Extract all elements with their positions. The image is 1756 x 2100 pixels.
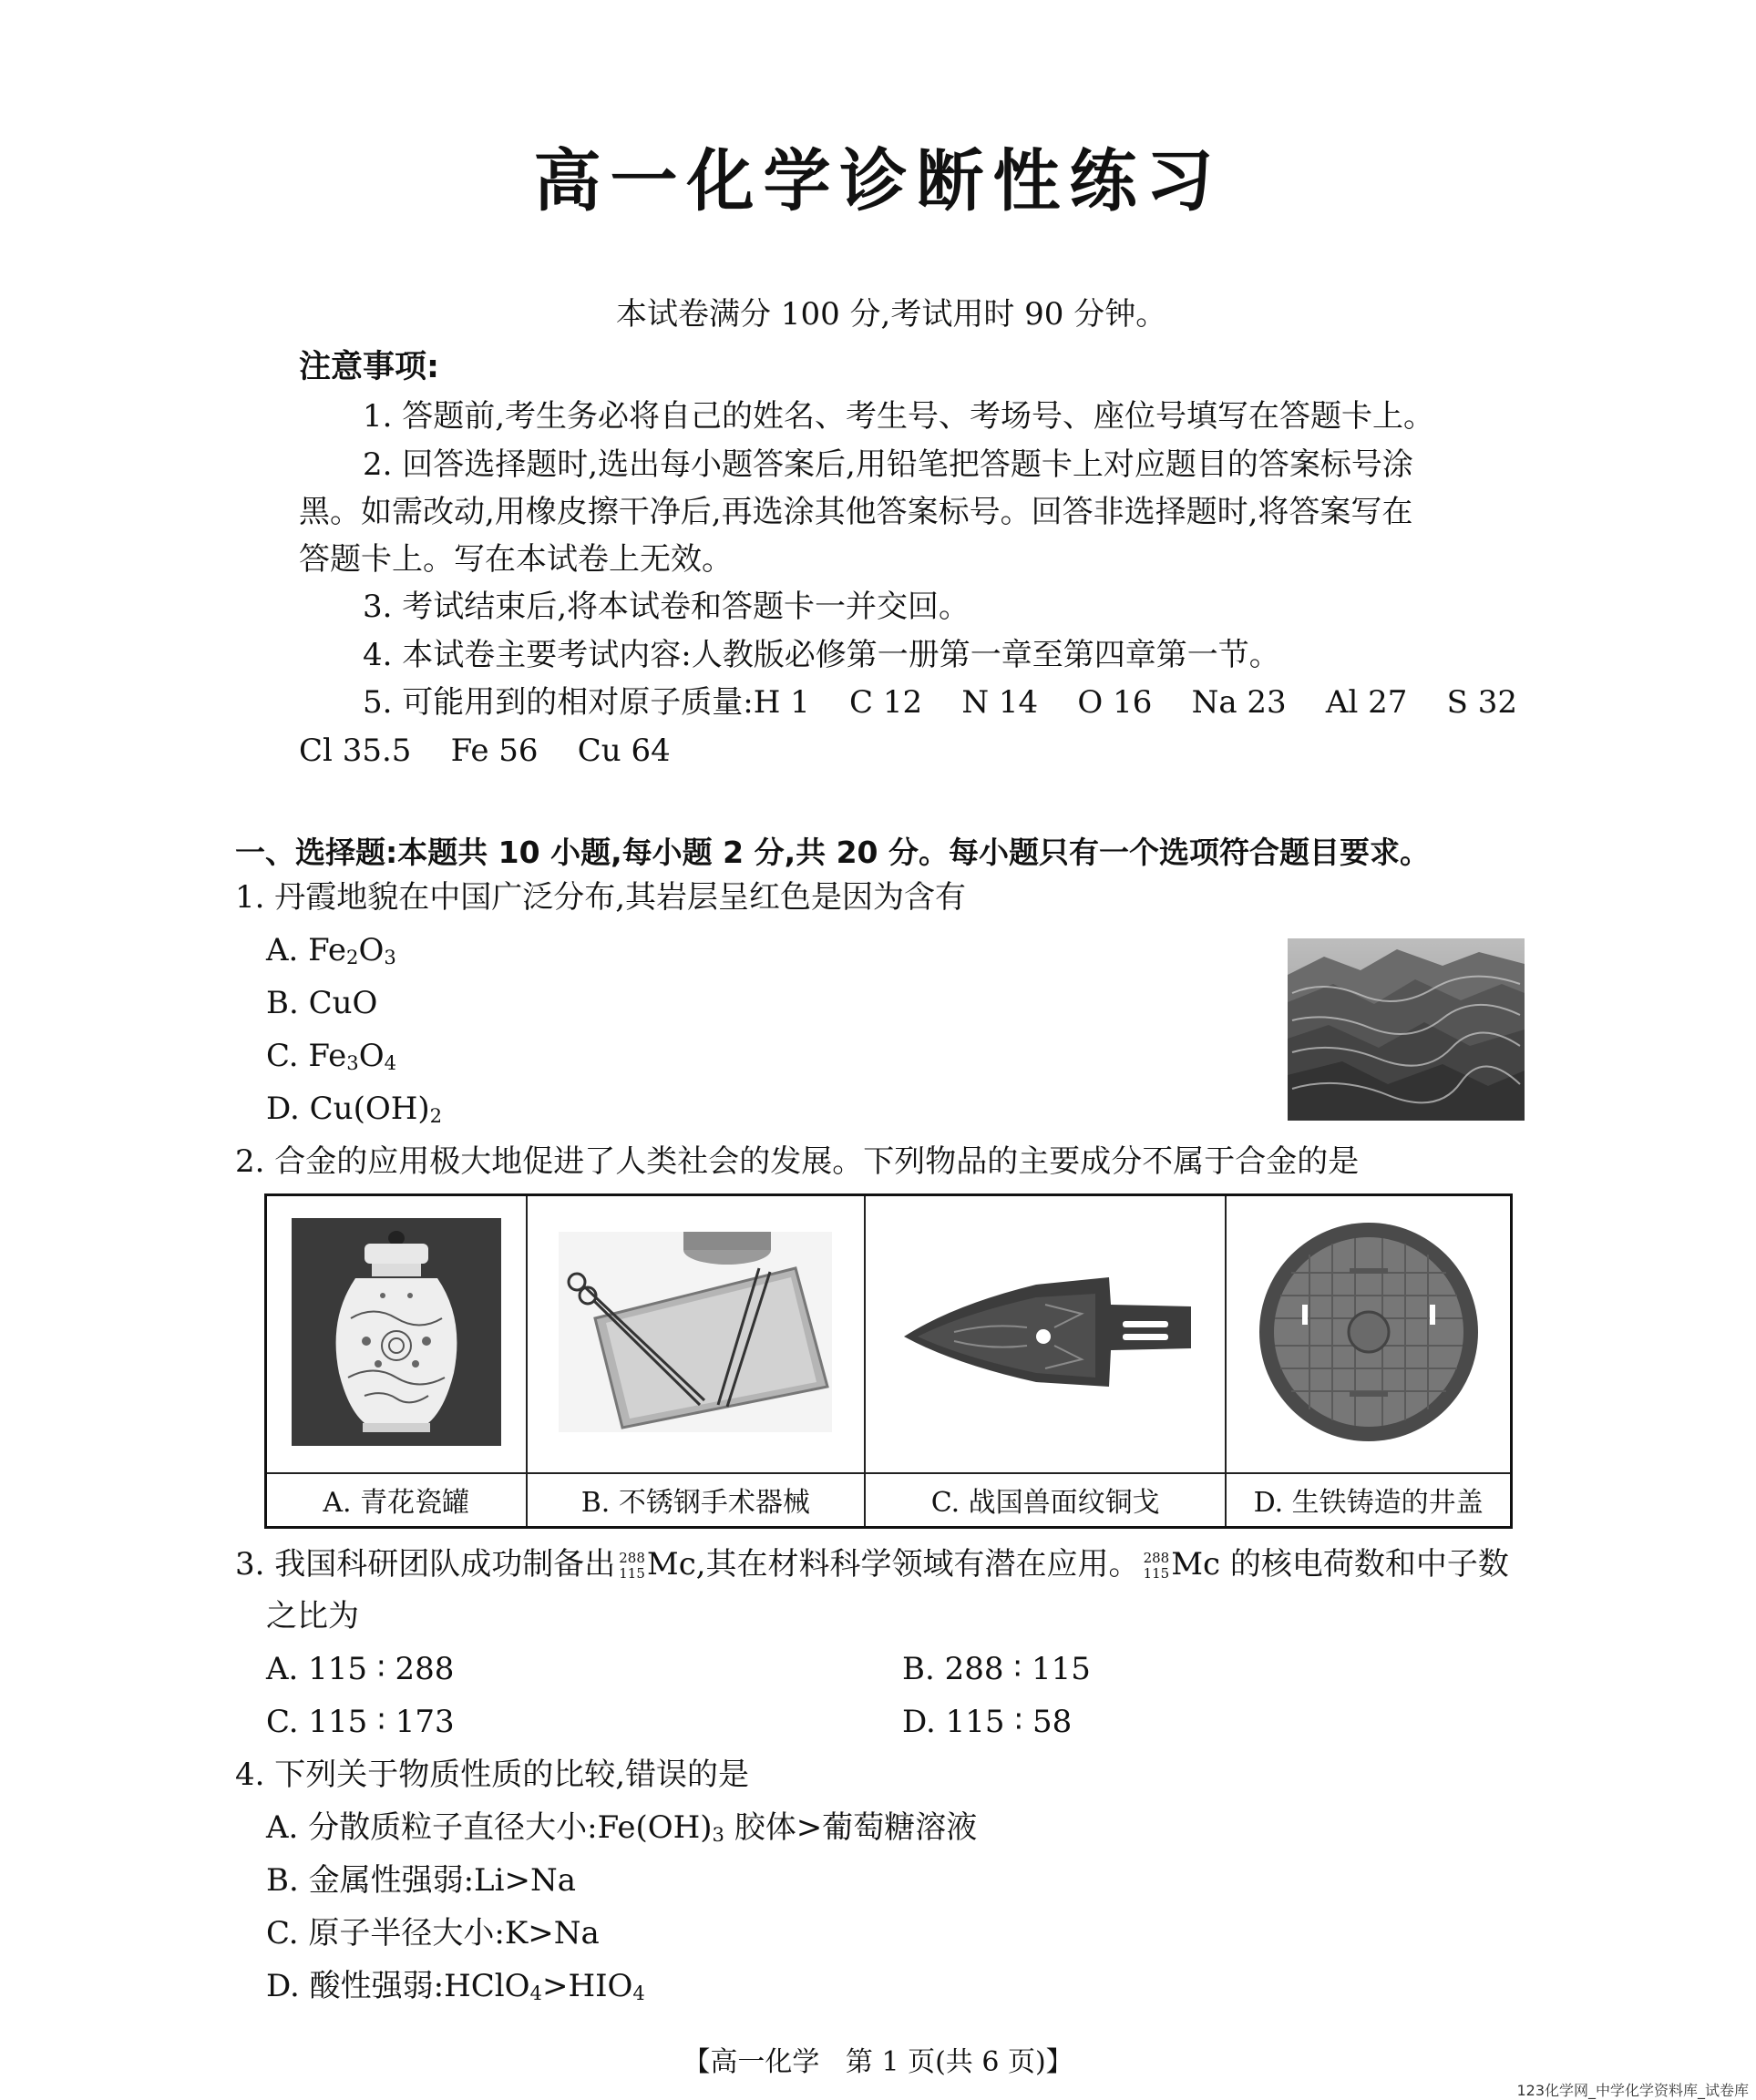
q4-option-a: A. 分散质粒子直径大小$:Fe(OH)_3$ 胶体>葡萄糖溶液 [266, 1809, 978, 1847]
q1-option-c: C. $Fe_3O_4$ [266, 1038, 396, 1075]
q2-cell-a-image [266, 1195, 527, 1473]
q1-option-d: D. $Cu(OH)_2$ [266, 1091, 443, 1128]
q3-stem: 3. 我国科研团队成功制备出 288 115 Mc,其在材料科学领域有潜在应用。 288 115 Mc 的核电荷数和中子数 [235, 1546, 1509, 1583]
q2-stem: 2. 合金的应用极大地促进了人类社会的发展。下列物品的主要成分不属于合金的是 [235, 1143, 1360, 1180]
q2-option-b: B. 不锈钢手术器械 [527, 1473, 866, 1528]
notice-1: 1. 答题前,考生务必将自己的姓名、考生号、考场号、座位号填写在答题卡上。 [363, 398, 1435, 435]
notice-5: 5. 可能用到的相对原子质量:H 1 C 12 N 14 O 16 Na 23 Al 27 S 32 [363, 684, 1517, 721]
q2-cell-d-image [1226, 1195, 1511, 1473]
q4-option-c: C. 原子半径大小:K>Na [266, 1915, 600, 1951]
nuclide-notation: 288 115 [1143, 1550, 1170, 1582]
section-heading: 一、选择题:本题共 10 小题,每小题 2 分,共 20 分。每小题只有一个选项符合题目要求。 [235, 835, 1431, 870]
q2-option-a: A. 青花瓷罐 [266, 1473, 527, 1528]
porcelain-jar-image [292, 1218, 501, 1446]
notice-2-cont: 黑。如需改动,用橡皮擦干净后,再选涂其他答案标号。回答非选择题时,将答案写在 [299, 494, 1413, 530]
q2-options-table [264, 1193, 1513, 1529]
notice-4: 4. 本试卷主要考试内容:人教版必修第一册第一章至第四章第一节。 [363, 637, 1280, 673]
q1-option-a: A. $Fe_2O_3$ [266, 932, 396, 969]
page-footer: 【高一化学 第 1 页(共 6 页)】 [683, 2046, 1073, 2078]
notice-2: 2. 回答选择题时,选出每小题答案后,用铅笔把答题卡上对应题目的答案标号涂 [363, 446, 1413, 483]
q3-option-d: D. 115 ∶ 58 [902, 1704, 1073, 1740]
nuclide-notation: 288 115 [619, 1550, 645, 1582]
watermark-text: 123化学网_中学化学资料库_试卷库 [1516, 2082, 1749, 2099]
q4-option-d: D. 酸性强弱$:HClO_4>HIO_4$ [266, 1968, 645, 2005]
q3-option-b: B. 288 ∶ 115 [902, 1651, 1091, 1687]
q1-stem: 1. 丹霞地貌在中国广泛分布,其岩层呈红色是因为含有 [235, 879, 967, 916]
q3-option-a: A. 115 ∶ 288 [266, 1651, 455, 1687]
notice-2-cont: 答题卡上。写在本试卷上无效。 [299, 541, 733, 578]
q2-cell-b-image [527, 1195, 866, 1473]
q1-option-b: B. CuO [266, 985, 378, 1021]
q4-stem: 4. 下列关于物质性质的比较,错误的是 [235, 1757, 750, 1793]
manhole-cover-image [1255, 1218, 1483, 1446]
notice-5-cont: Cl 35.5 Fe 56 Cu 64 [299, 732, 671, 769]
q3-stem-cont: 之比为 [266, 1598, 359, 1634]
bronze-dagger-axe-image [899, 1250, 1191, 1414]
q2-option-c: C. 战国兽面纹铜戈 [865, 1473, 1226, 1528]
notice-heading: 注意事项: [299, 349, 439, 385]
q2-cell-c-image [865, 1195, 1226, 1473]
surgical-instruments-image [559, 1232, 832, 1432]
danxia-landform-image [1288, 938, 1525, 1121]
q2-option-d: D. 生铁铸造的井盖 [1226, 1473, 1511, 1528]
notice-3: 3. 考试结束后,将本试卷和答题卡一并交回。 [363, 589, 970, 625]
q3-option-c: C. 115 ∶ 173 [266, 1704, 455, 1740]
page-title: 高一化学诊断性练习 [533, 142, 1223, 220]
q4-option-b: B. 金属性强弱:Li>Na [266, 1862, 577, 1899]
exam-info: 本试卷满分 100 分,考试用时 90 分钟。 [616, 296, 1167, 333]
